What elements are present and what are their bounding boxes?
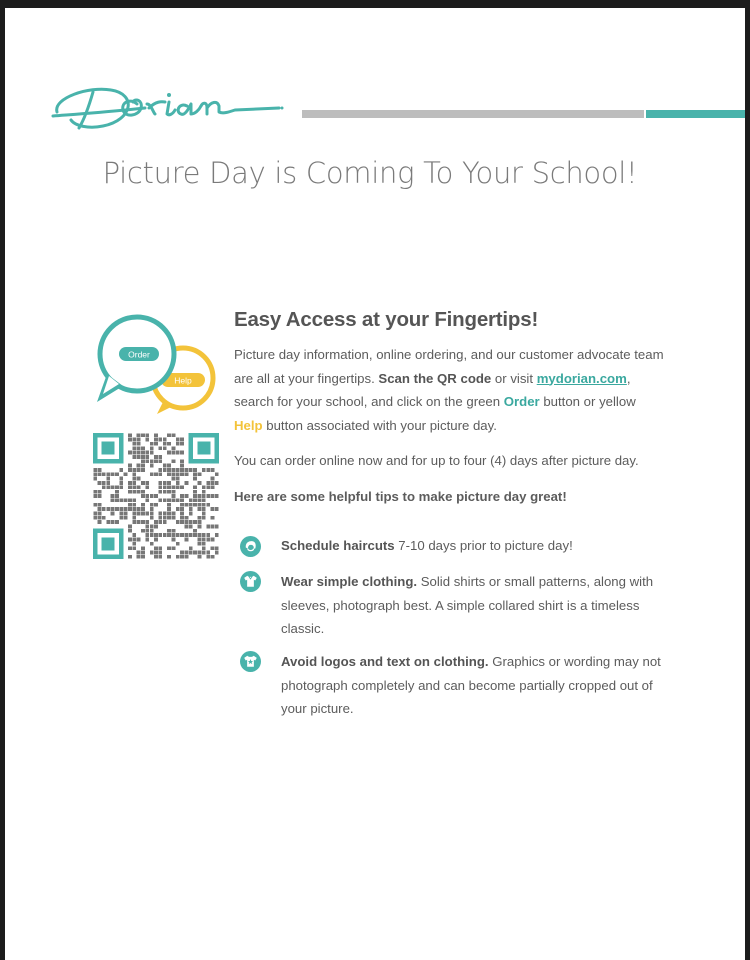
tip-text: Solid shirts or small patterns, along with sleeves, photograph best. A simple collared shirt is a timeless classic. xyxy=(281,574,654,636)
intro-text: button associated with your picture day. xyxy=(262,417,497,433)
intro-text: button or yellow xyxy=(539,394,636,409)
order-label: Order xyxy=(128,349,150,360)
intro-text: Picture day information, online ordering, and our customer advocate team are all at your fingertips. xyxy=(234,347,664,386)
tip-logos xyxy=(281,650,661,721)
tip-title: Schedule haircuts xyxy=(281,538,395,553)
intro-paragraph xyxy=(234,343,664,437)
tip-haircuts xyxy=(281,534,661,558)
page-title: Picture Day is Coming To Your School! xyxy=(102,156,638,190)
flyer-page xyxy=(5,8,745,960)
section-heading: Easy Access at your Fingertips! xyxy=(234,308,539,331)
tip-text: Graphics or wording may not photograph completely and can become partially cropped out of your picture. xyxy=(281,654,661,716)
order-word: Order xyxy=(503,394,540,409)
order-window-paragraph: You can order online now and for up to four (4) days after picture day. xyxy=(234,453,639,468)
header-rule-gray xyxy=(302,110,644,118)
dorian-logo xyxy=(49,68,285,134)
shirt-icon xyxy=(240,571,261,592)
order-help-bubbles-graphic xyxy=(93,308,223,416)
mydorian-link[interactable]: mydorian.com xyxy=(536,370,627,386)
tip-title: Avoid logos and text on clothing. xyxy=(281,654,489,669)
help-word: Help xyxy=(234,417,263,433)
scan-qr-text: Scan the QR code xyxy=(378,370,492,386)
help-label: Help xyxy=(174,375,192,386)
haircut-icon xyxy=(240,536,261,557)
star-shirt-icon xyxy=(240,651,261,672)
tip-clothing xyxy=(281,570,661,641)
intro-text: or visit xyxy=(491,370,537,386)
intro-text: , search for your school, and click on the green xyxy=(234,370,631,409)
tip-text: 7-10 days prior to picture day! xyxy=(394,538,573,553)
header-rule-teal xyxy=(646,110,745,118)
tips-intro: Here are some helpful tips to make picture day great! xyxy=(234,488,567,504)
main-content xyxy=(234,308,664,508)
qr-code[interactable] xyxy=(93,433,219,559)
tip-title: Wear simple clothing. xyxy=(281,574,418,589)
